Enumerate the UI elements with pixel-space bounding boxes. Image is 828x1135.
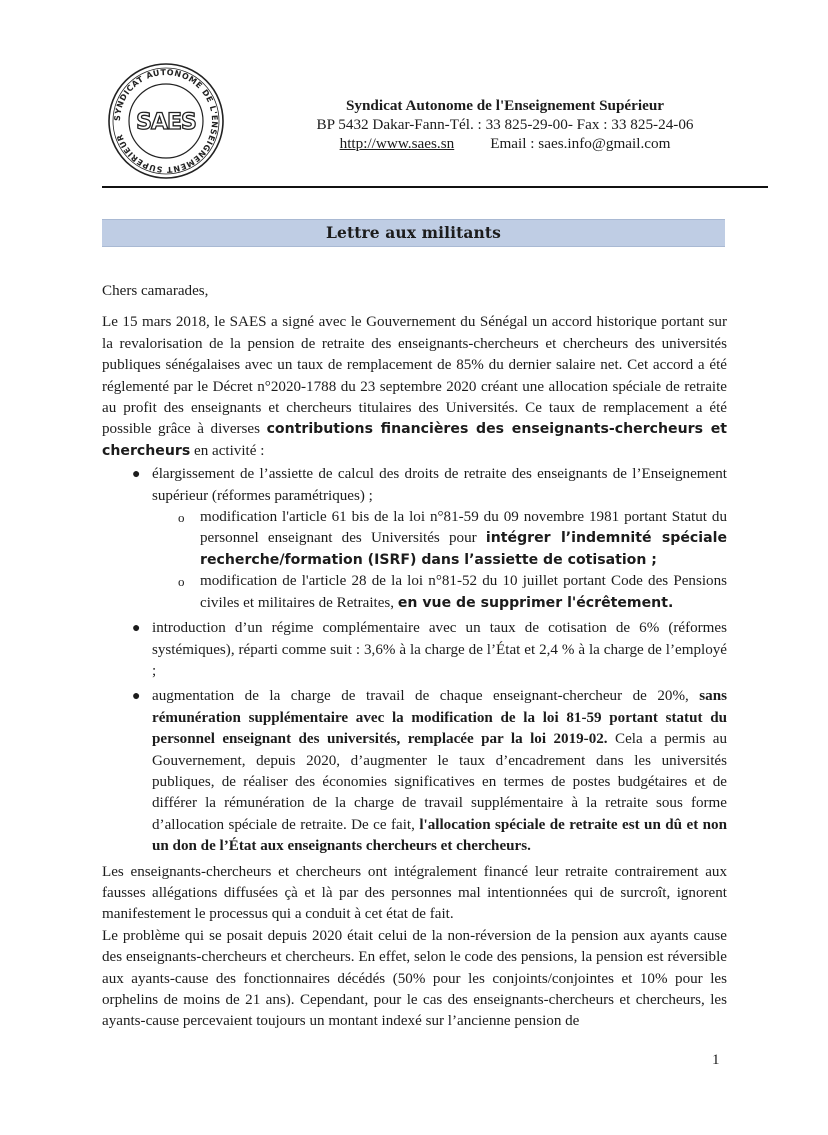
intro-paragraph xyxy=(102,312,727,462)
logo-ring-text: SYNDICAT AUTONOME DE L'ENSEIGNEMENT SUPERIEUR xyxy=(112,67,220,175)
list-item xyxy=(102,618,727,682)
contact-line xyxy=(270,134,740,153)
website-link[interactable]: http://www.saes.sn xyxy=(339,135,455,152)
bullet-1-text: élargissement de l’assiette de calcul des droits de retraite des enseignants de l’Enseignement supérieur (réformes paramétriques) ; xyxy=(152,466,727,504)
sub-2-text: modification de l'article 28 de la loi n°81-52 du 10 juillet portant Code des Pensions civiles et militaires de Retraites, xyxy=(200,573,727,611)
bullet-3-text-2: Cela a permis au Gouvernement, depuis 2020, d’augmenter le taux d’encadrement dans les universités publiques, de réaliser des économies significatives en termes de postes budgétaires et de différer la rémunération de la charge de travail supplémentaire à la retraite sous forme d’allocation spéciale de retraite. De ce fait, xyxy=(152,731,727,833)
letterhead xyxy=(270,96,740,153)
sub-1-bold: intégrer l’indemnité spéciale recherche/formation (ISRF) dans l’assiette de cotisation ; xyxy=(200,530,727,568)
salutation: Chers camarades, xyxy=(102,283,209,299)
bullet-2-text: introduction d’un régime complémentaire avec un taux de cotisation de 6% (réformes systémiques), réparti comme suit : 3,6% à la charge de l’État et 2,4 % à la charge de l’employé ; xyxy=(152,620,727,679)
header-divider xyxy=(102,186,768,188)
saes-logo xyxy=(106,62,226,180)
sub-1-text: modification l'article 61 bis de la loi n°81-59 du 09 novembre 1981 portant Statut du personnel enseignant des Universités pour xyxy=(200,509,727,547)
bullet-3-text: augmentation de la charge de travail de chaque enseignant-chercheur de 20%, xyxy=(152,688,700,705)
email-text: Email : saes.info@gmail.com xyxy=(490,135,671,152)
sub-2-bold: en vue de supprimer l'écrêtement. xyxy=(397,594,674,611)
contributions-list xyxy=(102,464,727,857)
org-name: Syndicat Autonome de l'Enseignement Supérieur xyxy=(345,97,665,114)
paragraph-2: Les enseignants-chercheurs et chercheurs ont intégralement financé leur retraite contrairement aux fausses allégations diffusées çà et là par des personnes mal intentionnées qui de surcroît, ignorent manifestement le processus qui a conduit à cet état de fait. xyxy=(102,863,727,923)
list-item xyxy=(102,686,727,857)
page-number: 1 xyxy=(712,1052,720,1068)
letter-body xyxy=(102,281,727,1033)
logo-initials: SAES xyxy=(136,110,196,135)
intro-tail: en activité : xyxy=(190,442,265,459)
intro-bold: contributions financières des enseignants-chercheurs et chercheurs xyxy=(102,421,727,459)
paragraph-3: Le problème qui se posait depuis 2020 était celui de la non-réversion de la pension aux ayants cause des enseignants-chercheurs et chercheurs. En effet, selon le code des pensions, la pension est réversible aux ayants-cause des fonctionnaires décédés (50% pour les conjoints/conjointes et 10% pour les orphelins de moins de 21 ans). Cependant, pour le cas des enseignants-chercheurs et chercheurs, les ayants-cause percevaient toujours un montant indexé sur l’ancienne pension de xyxy=(102,927,727,1030)
intro-text: Le 15 mars 2018, le SAES a signé avec le Gouvernement du Sénégal un accord historique portant sur la revalorisation de la pension de retraite des enseignants-chercheurs et chercheurs des universités publiques sénégalaises avec un taux de remplacement de 85% du dernier salaire net. Cet accord a été réglementé par le Décret n°2020-1788 du 23 septembre 2020 créant une allocation spéciale de retraite au profit des enseignants et chercheurs titulaires des Universités. Ce taux de remplacement a été possible grâce à diverses xyxy=(102,314,727,438)
address-line: BP 5432 Dakar-Fann-Tél. : 33 825-29-00- Fax : 33 825-24-06 xyxy=(316,116,694,133)
circle-bullet-icon: o xyxy=(178,510,185,526)
bullet-3-bold-1: sans rémunération supplémentaire avec la modification de la loi 81-59 portant statut du personnel enseignant des universités, remplacée par la loi 2019-02. xyxy=(152,688,727,748)
sub-list xyxy=(152,507,727,614)
sub-list-item xyxy=(152,571,727,614)
list-item xyxy=(102,464,727,614)
bullet-icon: ● xyxy=(132,621,141,637)
bullet-3-bold-2: l'allocation spéciale de retraite est un dû et non un don de l’État aux enseignants chercheurs et chercheurs. xyxy=(152,816,727,855)
bullet-icon: ● xyxy=(132,689,141,705)
bullet-icon: ● xyxy=(132,467,141,483)
circle-bullet-icon: o xyxy=(178,574,185,590)
page-title: Lettre aux militants xyxy=(102,219,725,247)
sub-list-item xyxy=(152,507,727,571)
